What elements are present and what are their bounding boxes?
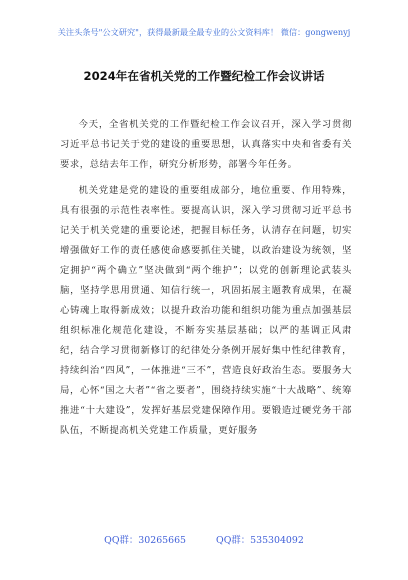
qq-group-1: QQ群：30265665 <box>104 535 187 546</box>
document-body <box>60 115 352 441</box>
promo-banner: 关注头条号"公文研究"，获得最新最全最专业的公文资料库！ 微信：gongwenyj <box>57 27 351 37</box>
qq-group-2: QQ群：535304092 <box>216 535 304 546</box>
footer-qq-groups <box>0 534 408 548</box>
paragraph-party-building: 机关党建是党的建设的重要组成部分，地位重要、作用特殊，具有很强的示范性表率性。要提高认识，深入学习贯彻习近平总书记关于机关党建的重要论述，把握目标任务，认清存在问题，切实增强做好工作的责任感使命感要抓住关键，以政治建设为统领，坚定拥护“两个确立”坚决做到“两个维护”；以党的创新理论武装头脑，坚持学思用贯通、知信行统一，巩固拓展主题教育成果，在凝心铸魂上取得新成效；以提升政治功能和组织功能为重点加强基层组织标准化规范化建设，不断夯实基层基础；以严的基调正风肃纪，结合学习贯彻新修订的纪律处分条例开展好集中性纪律教育，持续纠治“四风”，一体推进“三不”，营造良好政治生态。要服务大局，心怀“国之大者”“省之要者”，围绕持续实施“十大战略”、统筹推进“十大建设”，发挥好基层党建保障作用。要锻造过硬党务干部队伍，不断提高机关党建工作质量，更好服务 <box>60 185 352 436</box>
document-title: 2024年在省机关党的工作暨纪检工作会议讲话 <box>83 69 325 83</box>
paragraph-opening: 今天，全省机关党的工作暨纪检工作会议召开，深入学习贯彻习近平总书记关于党的建设的重要思想，认真落实中央和省委有关要求，总结去年工作，研究分析形势，部署今年任务。 <box>60 119 352 170</box>
